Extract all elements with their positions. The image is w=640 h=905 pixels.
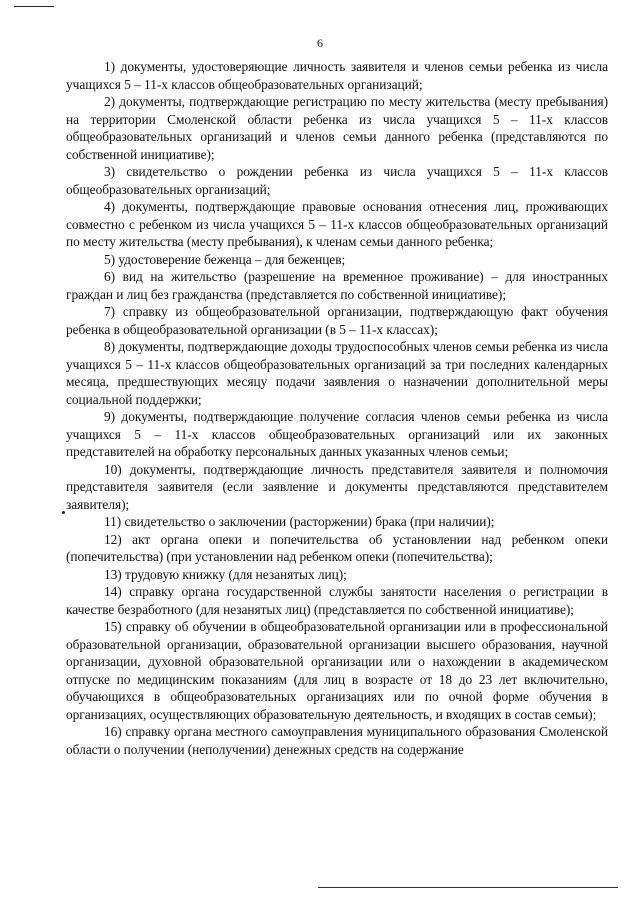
list-item-10: 10) документы, подтверждающие личность представителя заявителя и полномочия представителя заявителя (если заявление и документы представляются представителем заявителя);	[66, 461, 608, 512]
top-margin-rule	[14, 6, 54, 7]
list-item-4: 4) документы, подтверждающие правовые основания отнесения лиц, проживающих совместно с ребенком из числа учащихся 5 – 11-х классов общеобразовательных организаций по месту жительства (месту пребывания), к членам семьи данного ребенка;	[66, 199, 608, 249]
margin-mark	[62, 511, 65, 514]
list-item-7: 7) справку из общеобразовательной организации, подтверждающую факт обучения ребенка в общеобразовательной организации (в 5 – 11-х классах);	[66, 304, 608, 337]
list-item-11: 11) свидетельство о заключении (расторжении) брака (при наличии);	[104, 514, 495, 529]
bottom-margin-rule	[318, 887, 618, 888]
list-item-12: 12) акт органа опеки и попечительства об установлении над ребенком опеки (попечительства) (при установлении над ребенком опеки (попечительства);	[66, 531, 608, 564]
list-item-2: 2) документы, подтверждающие регистрацию по месту жительства (месту пребывания) на территории Смоленской области ребенка из числа учащихся 5 – 11-х классов общеобразовательных организаций и членов семьи данного ребенка (представляются по собственной инициативе);	[66, 94, 608, 162]
list-item-15: 15) справку об обучении в общеобразовательной организации или в профессиональной образовательной организации, образовательной организации высшего образования, научной организации, духовной образовательной организации или о нахождении в академическом отпуске по медицинским показаниям (для лиц в возрасте от 18 до 23 лет включительно, обучающихся в общеобразовательных организациях или по очной форме обучения в организациях, осуществляющих образовательную деятельность, и входящих в состав семьи);	[66, 619, 608, 722]
list-item-9: 9) документы, подтверждающие получение согласия членов семьи ребенка из числа учащихся 5 – 11-х классов общеобразовательных организаций или их законных представителей на обработку персональных данных указанных членов семьи;	[66, 409, 608, 459]
list-item-14: 14) справку органа государственной службы занятости населения о регистрации в качестве безработного (для незанятых лиц) (представляется по собственной инициативе);	[66, 584, 608, 617]
list-item-5: 5) удостоверение беженца – для беженцев;	[104, 251, 346, 267]
list-item-6: 6) вид на жительство (разрешение на временное проживание) – для иностранных граждан и лиц без гражданства (представляется по собственной инициативе);	[66, 269, 608, 302]
list-item-3: 3) свидетельство о рождении ребенка из числа учащихся 5 – 11-х классов общеобразовательных организаций;	[66, 164, 608, 197]
document-body	[66, 58, 608, 758]
list-item-13: 13) трудовую книжку (для незанятых лиц);	[104, 566, 347, 582]
list-item-16: 16) справку органа местного самоуправления муниципального образования Смоленской области о получении (неполучении) денежных средств на содержание	[66, 724, 608, 757]
list-item-1: 1) документы, удостоверяющие личность заявителя и членов семьи ребенка из числа учащихся 5 – 11-х классов общеобразовательных организаций;	[66, 59, 608, 92]
list-item-8: 8) документы, подтверждающие доходы трудоспособных членов семьи ребенка из числа учащихся 5 – 11-х классов общеобразовательных организаций за три последних календарных месяца, предшествующих месяцу подачи заявления о назначении дополнительной меры социальной поддержки;	[66, 339, 608, 407]
page-number: 6	[317, 36, 323, 50]
